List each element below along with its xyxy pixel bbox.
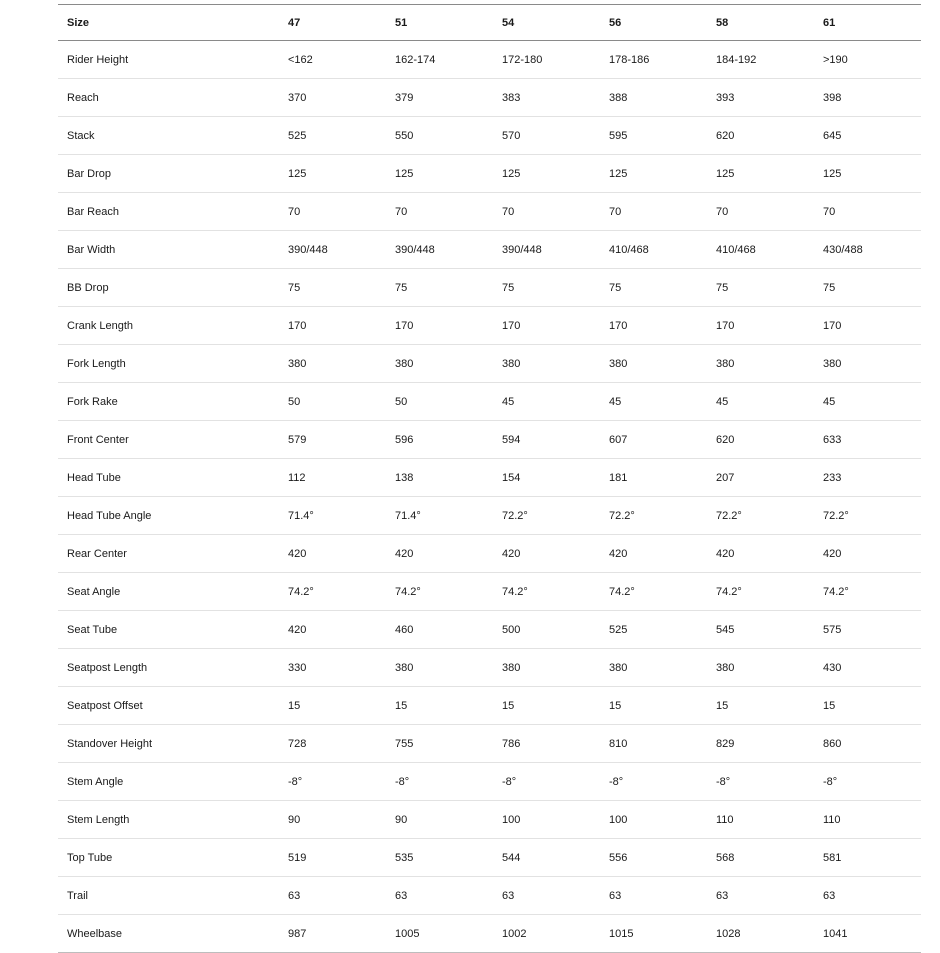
table-cell: 112 xyxy=(279,459,386,497)
table-cell: 380 xyxy=(493,345,600,383)
row-label: Seat Tube xyxy=(58,611,279,649)
table-row xyxy=(58,497,921,535)
table-cell: 1002 xyxy=(493,915,600,953)
table-cell: 74.2° xyxy=(279,573,386,611)
table-cell: 393 xyxy=(707,79,814,117)
table-row xyxy=(58,155,921,193)
table-row xyxy=(58,79,921,117)
table-row xyxy=(58,915,921,953)
table-cell: 380 xyxy=(600,345,707,383)
table-cell: 728 xyxy=(279,725,386,763)
table-cell: 525 xyxy=(279,117,386,155)
table-cell: 570 xyxy=(493,117,600,155)
table-cell: 620 xyxy=(707,421,814,459)
table-header xyxy=(58,5,921,41)
table-cell: 75 xyxy=(386,269,493,307)
table-cell: 410/468 xyxy=(707,231,814,269)
table-row xyxy=(58,611,921,649)
table-cell: 568 xyxy=(707,839,814,877)
table-cell: 755 xyxy=(386,725,493,763)
table-cell: 15 xyxy=(814,687,921,725)
table-cell: 430/488 xyxy=(814,231,921,269)
table-cell: 75 xyxy=(493,269,600,307)
table-cell: 380 xyxy=(814,345,921,383)
table-cell: 45 xyxy=(814,383,921,421)
table-cell: 987 xyxy=(279,915,386,953)
table-row xyxy=(58,535,921,573)
table-cell: 860 xyxy=(814,725,921,763)
table-cell: 519 xyxy=(279,839,386,877)
table-cell: 63 xyxy=(279,877,386,915)
table-row xyxy=(58,193,921,231)
table-cell: 45 xyxy=(707,383,814,421)
table-cell: 579 xyxy=(279,421,386,459)
table-row xyxy=(58,725,921,763)
table-cell: 420 xyxy=(386,535,493,573)
table-cell: 74.2° xyxy=(386,573,493,611)
table-cell: 170 xyxy=(600,307,707,345)
table-cell: 63 xyxy=(707,877,814,915)
table-cell: 70 xyxy=(386,193,493,231)
table-cell: 1041 xyxy=(814,915,921,953)
table-cell: 63 xyxy=(814,877,921,915)
size-column-header: 47 xyxy=(279,5,386,41)
row-label: Crank Length xyxy=(58,307,279,345)
size-column-header: 58 xyxy=(707,5,814,41)
table-cell: 75 xyxy=(279,269,386,307)
row-label: Bar Width xyxy=(58,231,279,269)
table-row xyxy=(58,801,921,839)
table-cell: 125 xyxy=(386,155,493,193)
row-label: Reach xyxy=(58,79,279,117)
table-cell: 71.4° xyxy=(386,497,493,535)
table-cell: 63 xyxy=(493,877,600,915)
table-cell: 645 xyxy=(814,117,921,155)
table-cell: 595 xyxy=(600,117,707,155)
table-cell: 207 xyxy=(707,459,814,497)
table-cell: 72.2° xyxy=(493,497,600,535)
table-cell: 100 xyxy=(600,801,707,839)
table-cell: 380 xyxy=(707,649,814,687)
table-cell: 1005 xyxy=(386,915,493,953)
table-cell: 525 xyxy=(600,611,707,649)
table-cell: 633 xyxy=(814,421,921,459)
row-label: Front Center xyxy=(58,421,279,459)
table-cell: -8° xyxy=(814,763,921,801)
table-cell: 1028 xyxy=(707,915,814,953)
row-label: Stem Angle xyxy=(58,763,279,801)
table-cell: 74.2° xyxy=(493,573,600,611)
size-column-header: 61 xyxy=(814,5,921,41)
table-cell: 72.2° xyxy=(707,497,814,535)
table-row xyxy=(58,649,921,687)
table-cell: 1015 xyxy=(600,915,707,953)
geometry-table xyxy=(58,4,921,953)
table-cell: -8° xyxy=(600,763,707,801)
table-cell: 420 xyxy=(707,535,814,573)
table-cell: 110 xyxy=(707,801,814,839)
table-cell: 125 xyxy=(279,155,386,193)
table-cell: 178-186 xyxy=(600,41,707,79)
table-cell: 410/468 xyxy=(600,231,707,269)
table-row xyxy=(58,345,921,383)
table-cell: 125 xyxy=(493,155,600,193)
table-row xyxy=(58,231,921,269)
table-cell: 829 xyxy=(707,725,814,763)
table-cell: -8° xyxy=(707,763,814,801)
table-cell: 125 xyxy=(600,155,707,193)
table-cell: 380 xyxy=(707,345,814,383)
table-row xyxy=(58,459,921,497)
table-cell: 581 xyxy=(814,839,921,877)
table-cell: 545 xyxy=(707,611,814,649)
table-cell: 125 xyxy=(814,155,921,193)
table-cell: <162 xyxy=(279,41,386,79)
table-cell: 420 xyxy=(814,535,921,573)
table-cell: 388 xyxy=(600,79,707,117)
table-cell: -8° xyxy=(493,763,600,801)
table-cell: 380 xyxy=(279,345,386,383)
table-cell: 63 xyxy=(386,877,493,915)
table-cell: 420 xyxy=(279,611,386,649)
table-cell: 550 xyxy=(386,117,493,155)
row-label: Bar Drop xyxy=(58,155,279,193)
table-cell: 398 xyxy=(814,79,921,117)
table-cell: 162-174 xyxy=(386,41,493,79)
table-row xyxy=(58,307,921,345)
table-cell: 71.4° xyxy=(279,497,386,535)
table-cell: 535 xyxy=(386,839,493,877)
table-cell: 75 xyxy=(707,269,814,307)
table-cell: 50 xyxy=(386,383,493,421)
table-cell: 170 xyxy=(707,307,814,345)
table-row xyxy=(58,421,921,459)
row-label: Top Tube xyxy=(58,839,279,877)
row-label: Seat Angle xyxy=(58,573,279,611)
table-cell: 556 xyxy=(600,839,707,877)
table-cell: 70 xyxy=(707,193,814,231)
table-cell: 380 xyxy=(386,649,493,687)
table-cell: 72.2° xyxy=(814,497,921,535)
table-cell: 170 xyxy=(493,307,600,345)
row-label: Seatpost Length xyxy=(58,649,279,687)
size-column-header: 56 xyxy=(600,5,707,41)
table-cell: 607 xyxy=(600,421,707,459)
table-cell: 430 xyxy=(814,649,921,687)
row-label: BB Drop xyxy=(58,269,279,307)
table-row xyxy=(58,763,921,801)
table-cell: 125 xyxy=(707,155,814,193)
table-cell: 181 xyxy=(600,459,707,497)
row-label: Head Tube xyxy=(58,459,279,497)
row-label: Wheelbase xyxy=(58,915,279,953)
size-column-header: 54 xyxy=(493,5,600,41)
row-label: Rider Height xyxy=(58,41,279,79)
table-cell: 110 xyxy=(814,801,921,839)
row-label: Head Tube Angle xyxy=(58,497,279,535)
table-row xyxy=(58,117,921,155)
table-row xyxy=(58,269,921,307)
row-label: Fork Rake xyxy=(58,383,279,421)
row-label: Rear Center xyxy=(58,535,279,573)
table-cell: 380 xyxy=(386,345,493,383)
row-label: Stem Length xyxy=(58,801,279,839)
table-cell: 420 xyxy=(279,535,386,573)
table-cell: 460 xyxy=(386,611,493,649)
table-cell: 170 xyxy=(814,307,921,345)
table-cell: 15 xyxy=(600,687,707,725)
table-cell: 15 xyxy=(386,687,493,725)
table-cell: 138 xyxy=(386,459,493,497)
table-cell: 420 xyxy=(493,535,600,573)
table-row xyxy=(58,687,921,725)
table-cell: 810 xyxy=(600,725,707,763)
row-label: Seatpost Offset xyxy=(58,687,279,725)
table-cell: 70 xyxy=(600,193,707,231)
table-cell: 70 xyxy=(814,193,921,231)
table-row xyxy=(58,839,921,877)
table-cell: 154 xyxy=(493,459,600,497)
table-cell: 100 xyxy=(493,801,600,839)
table-cell: 786 xyxy=(493,725,600,763)
header-row xyxy=(58,5,921,41)
table-cell: 75 xyxy=(600,269,707,307)
table-cell: 15 xyxy=(493,687,600,725)
table-row xyxy=(58,877,921,915)
row-label: Standover Height xyxy=(58,725,279,763)
table-cell: >190 xyxy=(814,41,921,79)
table-cell: 74.2° xyxy=(600,573,707,611)
table-row xyxy=(58,383,921,421)
table-cell: 620 xyxy=(707,117,814,155)
table-cell: 383 xyxy=(493,79,600,117)
table-cell: 45 xyxy=(493,383,600,421)
table-cell: 370 xyxy=(279,79,386,117)
table-cell: 15 xyxy=(707,687,814,725)
size-column-header: 51 xyxy=(386,5,493,41)
table-cell: 72.2° xyxy=(600,497,707,535)
table-cell: 390/448 xyxy=(386,231,493,269)
table-cell: 380 xyxy=(600,649,707,687)
table-cell: 500 xyxy=(493,611,600,649)
size-header-label: Size xyxy=(58,5,279,41)
table-cell: 74.2° xyxy=(814,573,921,611)
table-cell: 15 xyxy=(279,687,386,725)
table-cell: 233 xyxy=(814,459,921,497)
table-cell: 390/448 xyxy=(493,231,600,269)
table-cell: 575 xyxy=(814,611,921,649)
table-cell: 74.2° xyxy=(707,573,814,611)
table-cell: 544 xyxy=(493,839,600,877)
table-cell: 170 xyxy=(386,307,493,345)
table-cell: 70 xyxy=(493,193,600,231)
table-cell: -8° xyxy=(386,763,493,801)
row-label: Bar Reach xyxy=(58,193,279,231)
table-body xyxy=(58,41,921,953)
table-row xyxy=(58,41,921,79)
table-cell: 63 xyxy=(600,877,707,915)
table-cell: 75 xyxy=(814,269,921,307)
table-cell: 596 xyxy=(386,421,493,459)
table-cell: 70 xyxy=(279,193,386,231)
row-label: Stack xyxy=(58,117,279,155)
table-cell: 50 xyxy=(279,383,386,421)
table-row xyxy=(58,573,921,611)
table-cell: 390/448 xyxy=(279,231,386,269)
table-cell: 45 xyxy=(600,383,707,421)
table-cell: 172-180 xyxy=(493,41,600,79)
table-cell: 90 xyxy=(386,801,493,839)
table-cell: -8° xyxy=(279,763,386,801)
table-cell: 379 xyxy=(386,79,493,117)
row-label: Trail xyxy=(58,877,279,915)
table-cell: 90 xyxy=(279,801,386,839)
table-cell: 594 xyxy=(493,421,600,459)
table-cell: 330 xyxy=(279,649,386,687)
table-cell: 170 xyxy=(279,307,386,345)
table-cell: 380 xyxy=(493,649,600,687)
table-cell: 420 xyxy=(600,535,707,573)
table-cell: 184-192 xyxy=(707,41,814,79)
row-label: Fork Length xyxy=(58,345,279,383)
